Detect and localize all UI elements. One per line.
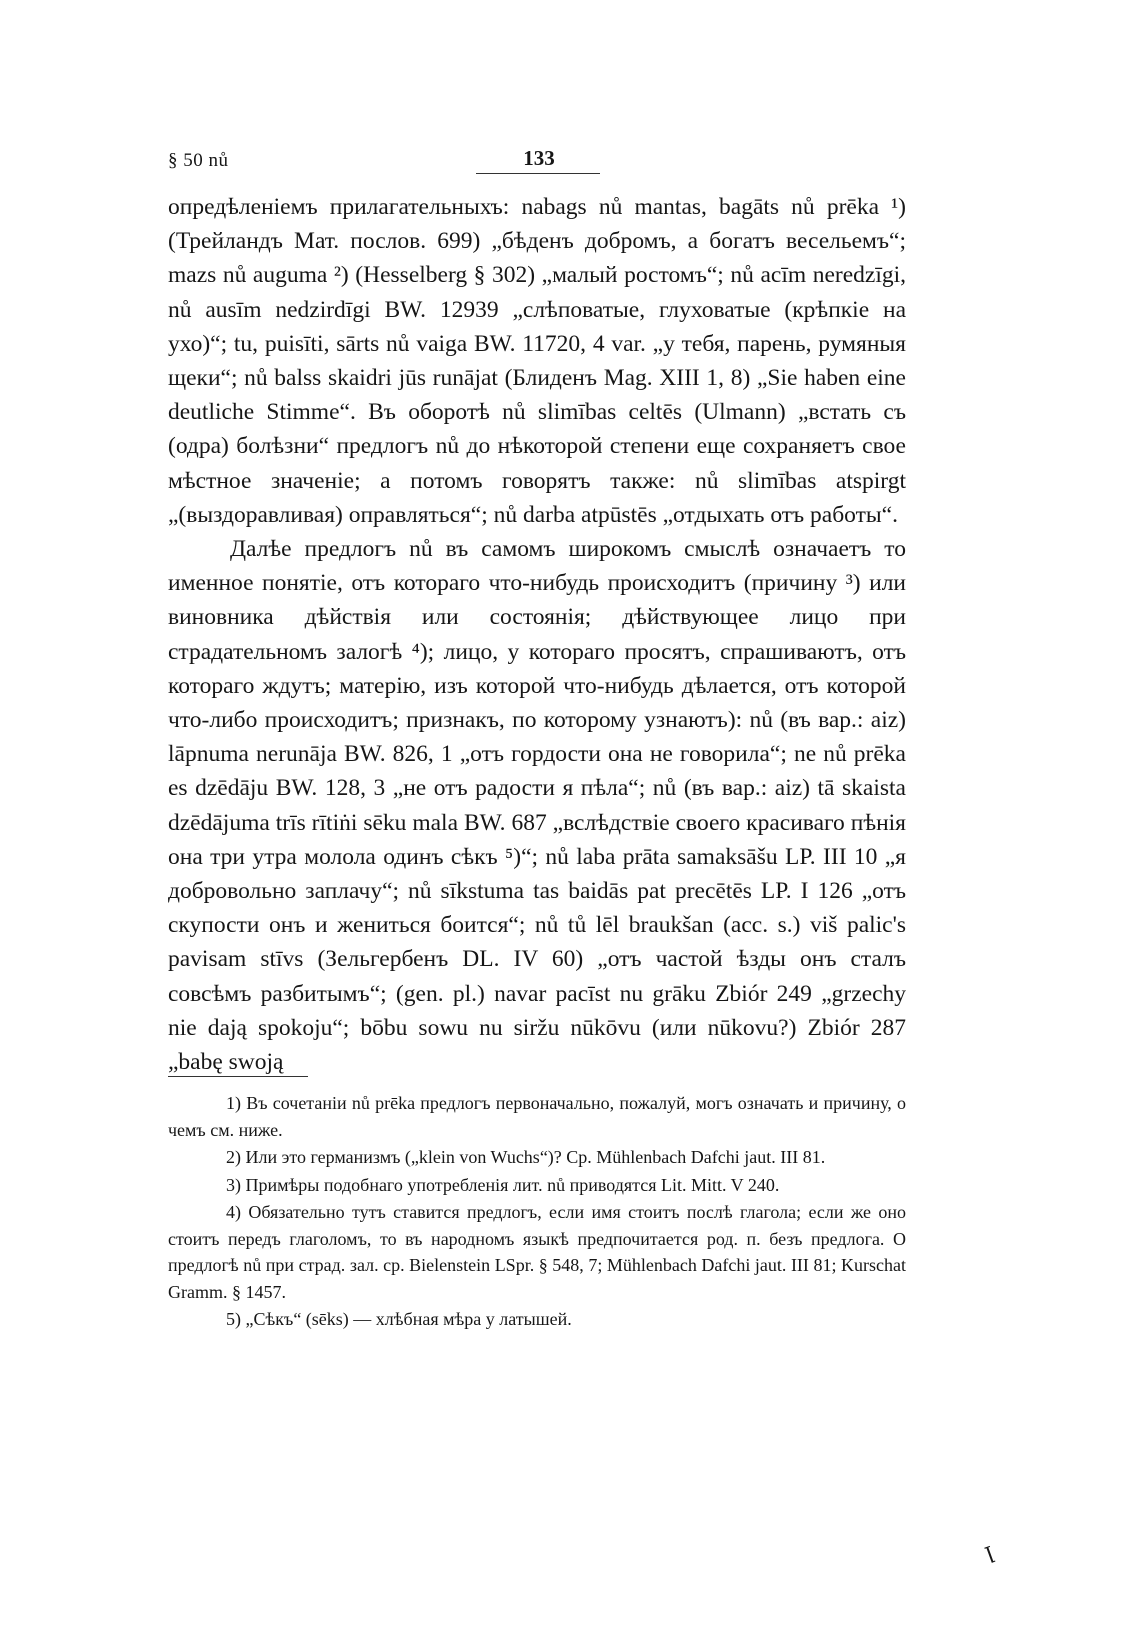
paragraph-continued: опредѣленіемъ прилагательныхъ: nabags nů mantas, bagāts nů prēka ¹) (Трейландъ Мат. послов. 699) „бѣденъ добромъ, а богатъ весельемъ“; mazs nů auguma ²) (Hesselberg § 302) „малый ростомъ“; nů acīm neredzīgi, nů ausīm nedzirdīgi BW. 12939 „слѣповатые, глуховатые (крѣпкіе на ухо)“; tu, puisīti, sārts nů vaiga BW. 11720, 4 var. „у тебя, парень, румяныя щеки“; nů balss skaidri jūs runājat (Блиденъ Mag. XIII 1, 8) „Sie haben eine deutliche Stimme“. Въ оборотѣ nů slimības celtēs (Ulmann) „встать съ (одра) болѣзни“ предлогъ nů до нѣкоторой степени еще сохраняетъ свое мѣстное значеніе; а потомъ говорятъ также: nů slimības atspirgt „(выздоравливая) оправляться“; nů darba atpūstēs „отдыхать отъ работы“. [168, 194, 906, 528]
margin-pencil-mark: ꞁ [980, 1537, 996, 1564]
footnote-3: 3) Примѣры подобнаго употребленія лит. nů приводятся Lit. Mitt. V 240. [226, 1174, 780, 1195]
footnote-separator [168, 1076, 308, 1077]
page-number: 133 [523, 146, 555, 170]
footnote-2: 2) Или это германизмъ („klein von Wuchs“)? Cp. Mühlenbach Dafchi jaut. III 81. [226, 1147, 826, 1167]
page-header [168, 146, 908, 176]
paragraph: Далѣе предлогъ nů въ самомъ широкомъ смыслѣ означаетъ то именное понятіе, отъ котораго что-нибудь происходитъ (причину ³) или виновника дѣйствія или состоянія; дѣйствующее лицо при страдательномъ залогѣ ⁴); лицо, у котораго просятъ, спрашиваютъ, отъ котораго ждутъ; матерію, изъ которой что-нибудь дѣлается, отъ которой что-либо происходитъ; признакъ, по которому узнаютъ): nů (въ вар.: aiz) lāpnuma nerunāja BW. 826, 1 „отъ гордости она не говорила“; ne nů prēka es dzēdāju BW. 128, 3 „не отъ радости я пѣла“; nů (въ вар.: aiz) tā skaista dzēdājuma trīs rītiṅi sēku mala BW. 687 „вслѣдствіе своего красиваго пѣнія она три утра молола одинъ сѣкъ ⁵)“; nů laba prāta samaksāšu LP. III 10 „я добровольно заплачу“; nů sīkstuma tas baidās pat precētēs LP. I 126 „отъ скупости онъ и жениться боится“; nů tů lēl braukšan (acc. s.) viš palic's pavisam stīvs (Зельгербенъ DL. IV 60) „отъ частой ѣзды онъ сталъ совсѣмъ разбитымъ“; (gen. pl.) navar pacīst nu grāku Zbiór 249 „grzechy nie dają spokoju“; bōbu sowu nu siržu nūkōvu (или nūkovu?) Zbiór 287 „babę swoją [168, 536, 906, 1076]
main-text [168, 190, 906, 1079]
footnote-1: 1) Въ сочетаніи nů prēka предлогъ первоначально, пожалуй, могъ означать и причину, о чемъ см. ниже. [168, 1093, 906, 1140]
footnote-4: 4) Обязательно тутъ ставится предлогъ, если имя стоитъ послѣ глагола; если же оно стоитъ передъ глаголомъ, то въ народномъ языкѣ предпочитается род. п. безъ предлога. О предлогѣ nů при страд. зал. ср. Bielenstein LSpr. § 548, 7; Mühlenbach Dafchi jaut. III 81; Kurschat Gramm. § 1457. [168, 1202, 906, 1302]
header-rule [476, 173, 600, 174]
footnotes [168, 1090, 906, 1334]
section-reference: § 50 nů [168, 150, 229, 171]
footnote-5: 5) „Сѣкъ“ (sēks) — хлѣбная мѣра у латышей. [226, 1309, 572, 1329]
